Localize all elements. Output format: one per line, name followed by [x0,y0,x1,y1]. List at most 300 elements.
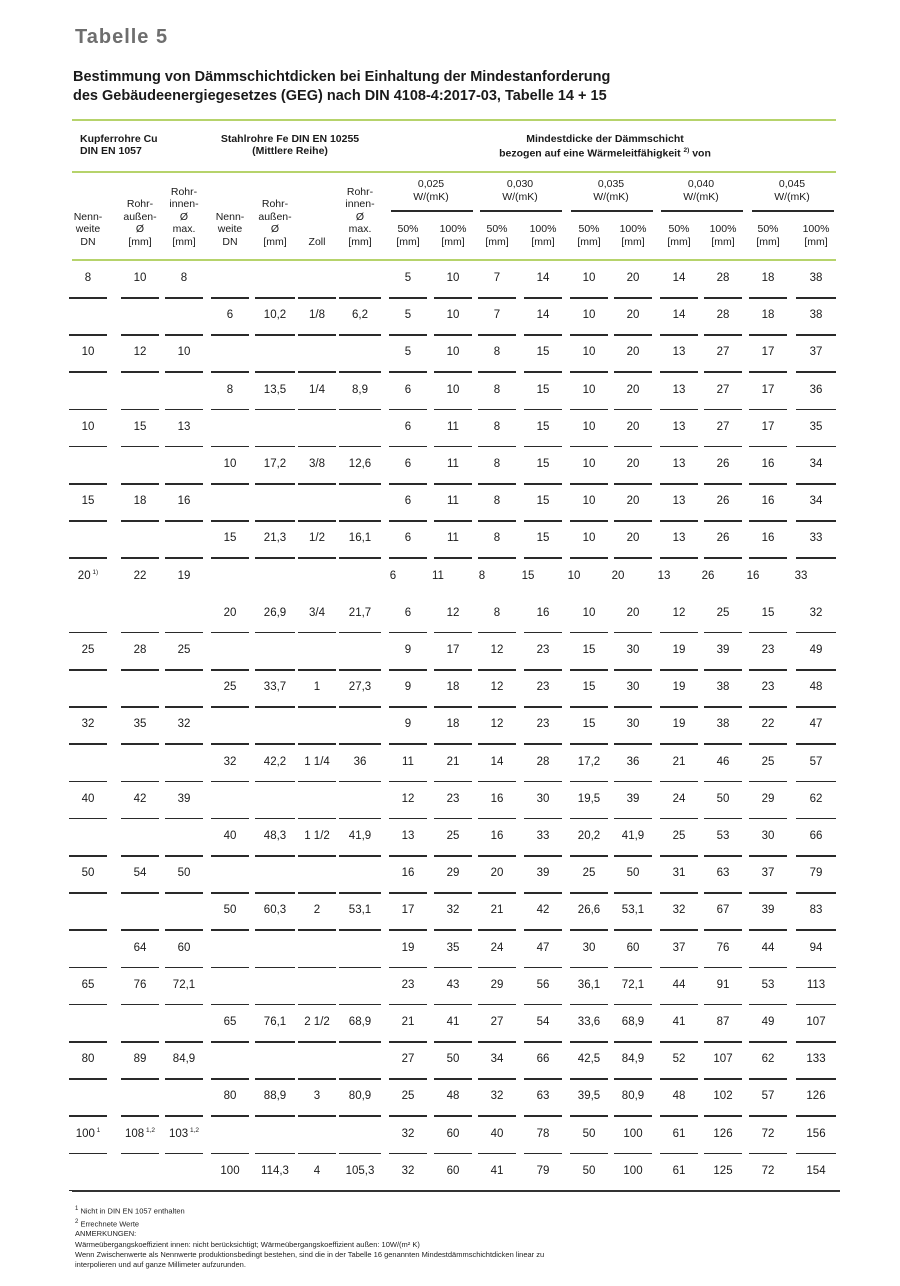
row-separator [121,371,159,373]
row-separator [298,446,336,448]
cell-value: 6 [404,458,412,470]
column-header-1-line: außen- [123,210,157,223]
row-separator [255,632,295,634]
row-separator [614,1041,652,1043]
row-separator [660,855,698,857]
cell-value: 13 [672,532,686,545]
cell-value: 37 [761,867,775,880]
row-separator [121,1153,159,1155]
row-separator [165,1153,203,1155]
pct-label: 50% [578,223,600,235]
cell-value: 84,9 [621,1053,645,1066]
row-separator [478,669,516,671]
table-cell [790,346,842,358]
cell-value: 39 [761,904,775,917]
row-separator [660,1115,698,1117]
row-separator [524,1153,562,1155]
conductivity-unit: W/(mK) [413,190,449,203]
row-separator [796,483,836,485]
cell-value: 10 [133,272,147,284]
row-separator [524,446,562,448]
row-separator [211,818,249,820]
footnote-2-text: Errechnete Werte [80,1219,140,1229]
cell-value: 6 [404,383,412,396]
row-separator [211,892,249,894]
cell-value: 20 [626,309,640,322]
column-header-1-line: Ø [135,223,145,235]
row-separator [614,334,652,336]
row-separator [389,1115,427,1117]
row-separator [478,520,516,522]
row-separator [211,557,249,559]
table-cell [607,979,659,991]
row-separator [165,855,203,857]
cell-value: 13 [177,420,191,433]
row-separator [298,781,336,783]
table-cell [742,793,794,805]
row-separator [339,892,381,894]
table-cell [607,384,659,396]
cell-value: 10 [81,420,95,433]
group-header-min-thickness [440,133,770,160]
cell-value: 30 [536,792,550,805]
row-separator [211,967,249,969]
conductivity-unit: W/(mK) [593,190,629,203]
min-line-2-end: von [692,147,711,160]
table-cell [334,756,386,768]
row-separator [434,557,472,559]
row-separator [339,483,381,485]
row-separator [121,967,159,969]
green-rule-top [72,119,836,121]
row-separator [165,334,203,336]
cell-value: 25 [446,830,460,842]
row-separator [298,632,336,634]
row-separator [614,297,652,299]
cell-value: 6 [404,606,412,619]
table-cell [517,904,569,916]
row-separator [796,1041,836,1043]
row-separator [524,706,562,708]
row-separator [614,892,652,894]
cell-value: 16 [490,792,504,805]
cell-value: 12,6 [348,458,372,470]
cell-value: 54 [133,867,147,880]
table-cell [471,942,523,954]
cell-value: 52 [672,1053,686,1066]
row-separator [339,371,381,373]
row-separator [614,1153,652,1155]
cell-value: 15 [536,346,550,359]
cell-value: 10 [177,346,191,359]
row-separator [660,929,698,931]
pct-label: 100% [709,223,737,235]
row-separator [69,483,107,485]
row-separator [434,1115,472,1117]
cell-value: 22 [133,569,147,582]
row-separator [69,1153,107,1155]
cell-value: 15 [133,420,147,433]
row-separator [165,557,203,559]
cell-value: 23 [536,644,550,656]
cell-value: 68,9 [348,1016,372,1028]
column-header-2-line: Ø [179,210,189,223]
row-separator [796,520,836,522]
row-separator [524,371,562,373]
cell-value: 10 [582,606,596,619]
pct-header-10 [523,223,563,248]
row-separator [255,520,295,522]
row-separator [524,297,562,299]
row-separator [478,892,516,894]
cell-value: 9 [404,718,412,731]
cell-value: 47 [536,941,550,954]
cell-value: 28 [716,272,730,284]
conductivity-underline [752,210,834,212]
row-separator [478,371,516,373]
table-cell [471,718,523,730]
row-separator [434,1153,472,1155]
pct-label: 50% [397,223,419,235]
row-separator [614,1078,652,1080]
row-separator [524,483,562,485]
table-cell [158,1053,210,1065]
row-separator [69,818,107,820]
table-cell [62,793,114,805]
row-separator [660,520,698,522]
column-header-3 [205,211,255,249]
cell-value: 102 [713,1090,733,1103]
row-separator [704,1004,742,1006]
row-separator [570,892,608,894]
cell-value: 10 [582,420,596,433]
pct-header-7 [388,223,428,248]
row-separator [749,706,787,708]
row-separator [121,557,159,559]
table-cell [502,570,554,582]
row-separator [298,929,336,931]
cell-value: 8 [493,420,501,433]
cell-value: 26,9 [263,606,287,619]
table-cell [471,867,523,879]
cell-value: 6 [389,569,397,582]
cell-value: 9 [404,644,412,656]
table-cell [471,421,523,433]
row-separator [121,483,159,485]
row-separator [704,892,742,894]
row-separator [389,1153,427,1155]
row-separator [478,1153,516,1155]
footnote-1-mark: 1 [75,1206,79,1212]
cell-value: 15 [761,606,775,619]
row-separator [570,446,608,448]
cell-value: 16,1 [348,532,372,545]
table-cell [471,532,523,544]
row-separator [339,446,381,448]
row-separator [165,520,203,522]
row-separator [389,1078,427,1080]
table-cell [158,718,210,730]
conductivity-header-1 [480,178,560,203]
table-cell [790,309,842,321]
pct-header-12 [613,223,653,248]
cell-value: 1/8 [309,309,325,322]
cell-value: 18 [133,495,147,508]
table-cell [607,495,659,507]
cell-value: 39 [716,644,730,656]
row-separator [339,967,381,969]
row-separator [121,669,159,671]
row-separator [570,1153,608,1155]
row-separator [704,743,742,745]
cell-value: 18 [761,272,775,284]
row-separator [165,446,203,448]
row-separator [570,781,608,783]
row-separator [121,1115,159,1117]
footnote-1 [75,1204,835,1217]
cell-value: 11 [447,420,459,433]
row-separator [434,334,472,336]
cell-value: 8 [493,606,501,619]
cell-value: 26,6 [577,904,601,917]
row-separator [339,334,381,336]
row-separator [478,1115,516,1117]
row-separator [69,669,107,671]
row-separator [570,1115,608,1117]
cell-value: 20 [626,495,640,508]
cell-value: 12 [446,606,460,619]
table-cell [334,1090,386,1102]
row-separator [614,706,652,708]
cell-value: 16 [746,569,760,582]
table-cell [742,421,794,433]
cell-value: 84,9 [172,1053,196,1066]
row-separator [69,409,107,411]
table-cell [742,830,794,842]
row-separator [434,409,472,411]
table-cell [742,867,794,879]
cell-value: 114,3 [261,1164,289,1177]
column-header-3-line: DN [222,235,238,248]
table-cell [790,681,842,693]
row-separator [796,446,836,448]
pct-unit: [mm] [396,235,420,248]
row-separator [570,520,608,522]
cell-value: 133 [806,1053,826,1066]
cell-value: 20 [626,383,640,396]
table-cell [471,756,523,768]
cell-value: 31 [672,867,686,880]
cell-value: 50 [582,1127,596,1140]
pct-header-15 [748,223,788,248]
row-separator [211,483,249,485]
row-separator [165,706,203,708]
table-cell [742,384,794,396]
remark-line-2: Wenn Zwischenwerte als Nennwerte produktionsbedingt bestehen, sind die in der Tabelle 16 genannten Mindestdämmschichtdicken linear zu [75,1249,545,1259]
table-title-line-1: Bestimmung von Dämmschichtdicken bei Einhaltung der Mindestanforderung [73,69,611,85]
cell-value: 15 [582,718,596,731]
pct-unit: [mm] [531,235,555,248]
cell-value: 13 [672,420,686,433]
cell-value: 20 [626,532,640,545]
cell-value: 9 [404,681,412,694]
cell-value: 34 [809,458,823,470]
row-separator [749,781,787,783]
table-cell [790,644,842,656]
row-separator [339,743,381,745]
conductivity-value: 0,040 [687,178,715,190]
row-separator [298,371,336,373]
pct-header-8 [433,223,473,248]
cell-value: 19 [401,941,415,954]
row-separator [389,1041,427,1043]
cell-value: 54 [536,1016,550,1028]
row-separator [478,632,516,634]
row-separator [339,297,381,299]
cell-value: 12 [490,681,504,694]
row-separator [339,669,381,671]
conductivity-underline [661,210,743,212]
column-header-0 [63,211,113,249]
row-separator [796,781,836,783]
row-separator [389,781,427,783]
row-separator [69,1004,107,1006]
cell-value: 10 [582,383,596,396]
cell-value: 27,3 [348,681,372,694]
cell-value: 21 [401,1016,415,1028]
cell-value: 23 [536,681,550,694]
cell-value: 27 [716,383,730,396]
cell-value: 49 [809,644,823,656]
row-separator [121,1078,159,1080]
row-separator [298,520,336,522]
group-header-copper-line-2: DIN EN 1057 [80,145,142,157]
row-separator [389,818,427,820]
row-separator [570,557,608,559]
cell-value: 18 [446,718,460,731]
row-separator [749,1078,787,1080]
cell-value: 20 [626,606,640,619]
table-cell [456,570,508,582]
table-cell [334,681,386,693]
row-separator [255,1153,295,1155]
row-separator [298,297,336,299]
row-separator [255,818,295,820]
cell-value: 53 [761,978,775,991]
column-header-2-line: [mm] [172,235,196,248]
table-cell [62,570,114,582]
pct-unit: [mm] [804,235,828,248]
table-cell [742,532,794,544]
table-cell [158,793,210,805]
cell-value: 20 [626,420,640,433]
cell-value: 8 [493,532,501,545]
cell-value: 66 [809,830,823,842]
cell-value: 30 [582,941,596,954]
cell-value: 26 [716,458,730,470]
cell-value: 2 1/2 [304,1016,330,1028]
row-separator [211,371,249,373]
table-cell [607,904,659,916]
row-separator [704,632,742,634]
cell-value: 42 [133,792,147,805]
row-separator [570,409,608,411]
cell-value: 91 [716,978,730,991]
cell-superscript: 1,2 [144,1126,156,1134]
row-separator [660,892,698,894]
table-cell [607,421,659,433]
cell-value: 21 [490,904,504,917]
row-separator [524,855,562,857]
group-header-min-line-1: Mindestdicke der Dämmschicht [526,133,684,145]
cell-value: 20 [626,458,640,470]
row-separator [434,967,472,969]
table-bottom-rule [72,1190,840,1192]
cell-value: 67 [716,904,730,917]
cell-value: 23 [446,792,460,805]
row-separator [704,557,742,559]
row-separator [434,446,472,448]
table-cell [334,607,386,619]
cell-value: 17 [446,644,460,656]
cell-value: 25 [582,867,596,880]
row-separator [339,632,381,634]
row-separator [298,483,336,485]
cell-value: 13 [401,830,415,842]
cell-value: 10 [446,346,460,359]
row-separator [434,743,472,745]
cell-value: 32 [809,606,823,619]
column-header-6-line: Ø [355,210,365,223]
row-separator [389,1004,427,1006]
table-cell [517,681,569,693]
cell-value: 1/2 [309,532,325,545]
row-separator [211,446,249,448]
row-separator [211,1115,249,1117]
row-separator [614,1004,652,1006]
row-separator [69,892,107,894]
row-separator [339,1115,381,1117]
row-separator [749,967,787,969]
row-separator [389,297,427,299]
row-separator [255,297,295,299]
row-separator [796,669,836,671]
table-cell [517,756,569,768]
row-separator [339,818,381,820]
table-cell [158,942,210,954]
row-separator [211,855,249,857]
row-separator [749,1041,787,1043]
row-separator [339,1078,381,1080]
cell-value: 44 [672,978,686,991]
cell-value: 11 [447,532,459,545]
table-cell [607,607,659,619]
row-separator [524,892,562,894]
table-cell [62,1053,114,1065]
table-cell [742,644,794,656]
cell-value: 38 [716,681,730,694]
row-separator [165,967,203,969]
column-header-2-line: Rohr- [170,185,198,198]
cell-value: 53,1 [621,904,645,917]
row-separator [339,929,381,931]
row-separator [704,1115,742,1117]
table-cell [607,1053,659,1065]
table-cell [158,1128,210,1140]
pct-unit: [mm] [577,235,601,248]
cell-value: 20 [611,569,625,582]
row-separator [478,483,516,485]
